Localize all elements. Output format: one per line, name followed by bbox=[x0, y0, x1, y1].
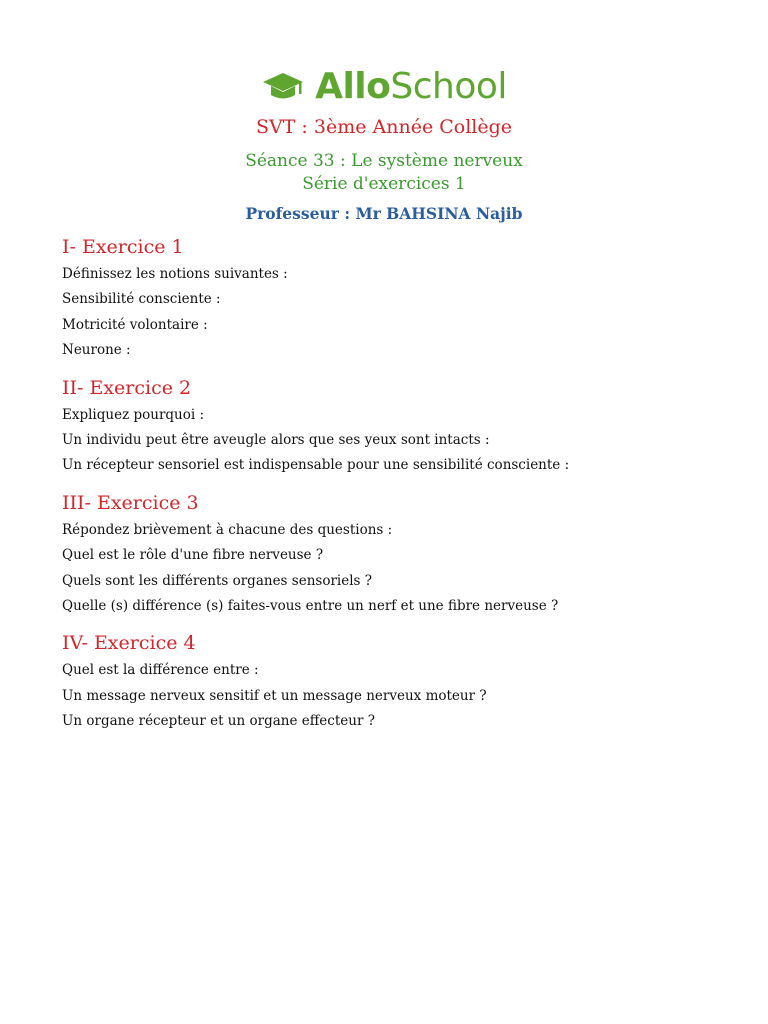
graduation-cap-icon bbox=[261, 69, 305, 105]
exercise-line: Répondez brièvement à chacune des questions : bbox=[62, 521, 393, 538]
section-title: I- Exercice 1 bbox=[62, 236, 184, 258]
logo-text-bold: Allo bbox=[315, 66, 391, 107]
exercise-section-3 bbox=[62, 488, 722, 629]
exercise-section-4 bbox=[62, 628, 722, 734]
seance-title: Séance 33 : Le système nerveux bbox=[245, 151, 523, 171]
exercise-section-2 bbox=[62, 373, 722, 488]
exercise-line: Un organe récepteur et un organe effecteur ? bbox=[62, 713, 375, 730]
logo-text-light: School bbox=[390, 66, 507, 107]
alloschool-logo[interactable] bbox=[0, 66, 768, 108]
exercise-line: Quels sont les différents organes sensoriels ? bbox=[62, 572, 372, 589]
exercise-line: Quel est le rôle d'une fibre nerveuse ? bbox=[62, 547, 324, 564]
exercise-line: Neurone : bbox=[62, 342, 131, 359]
exercise-line: Un message nerveux sensitif et un message nerveux moteur ? bbox=[62, 687, 487, 704]
serie-title: Série d'exercices 1 bbox=[302, 174, 466, 194]
exercise-line: Motricité volontaire : bbox=[62, 316, 208, 333]
exercise-section-1 bbox=[62, 232, 722, 373]
section-title: III- Exercice 3 bbox=[62, 491, 199, 514]
section-title: IV- Exercice 4 bbox=[62, 632, 196, 655]
exercise-line: Un récepteur sensoriel est indispensable pour une sensibilité consciente : bbox=[62, 457, 570, 474]
exercise-line: Sensibilité consciente : bbox=[62, 291, 221, 308]
exercise-line: Définissez les notions suivantes : bbox=[62, 266, 288, 282]
exercise-line: Quelle (s) différence (s) faites-vous entre un nerf et une fibre nerveuse ? bbox=[62, 597, 559, 614]
exercise-line: Un individu peut être aveugle alors que ses yeux sont intacts : bbox=[62, 431, 490, 448]
exercise-line: Quel est la différence entre : bbox=[62, 662, 259, 679]
logo-wordmark bbox=[315, 66, 507, 108]
professor-name: Professeur : Mr BAHSINA Najib bbox=[245, 204, 523, 223]
subject-title: SVT : 3ème Année Collège bbox=[255, 116, 513, 138]
section-title: II- Exercice 2 bbox=[62, 376, 192, 399]
exercise-line: Expliquez pourquoi : bbox=[62, 406, 205, 423]
exercise-content bbox=[62, 232, 722, 734]
